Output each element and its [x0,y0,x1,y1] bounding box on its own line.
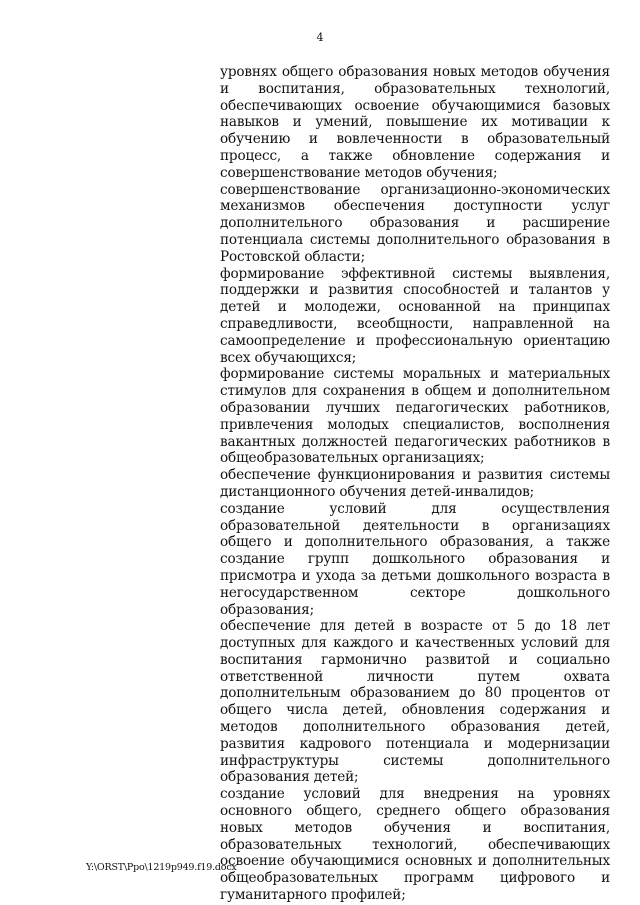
paragraph-children-5-18: обеспечение для детей в возрасте от 5 до 18 лет доступных для каждого и качественных условий для воспитания гармонично развитой и социально ответственной личности путем охвата дополнительным образованием до 80 процентов от общего числа детей, обновления содержания и методов дополнительного образования детей, развития кадрового потенциала и модернизации инфраструктуры системы дополнительного образования детей; [220,618,610,786]
paragraph-educational-conditions: создание условий для осуществления образовательной деятельности в организациях общего и дополнительного образования, а также создание групп дошкольного образования и присмотра и ухода за детьми дошкольного возраста в негосударственном секторе дошкольного образования; [220,500,610,618]
paragraph-continuation: уровнях общего образования новых методов обучения и воспитания, образовательных технологий, обеспечивающих освоение обучающимися базовых навыков и умений, повышение их мотивации к обучению и вовлеченности в образовательный процесс, а также обновление содержания и совершенствование методов обучения; [220,64,610,181]
document-body [220,64,610,904]
paragraph-distance-learning: обеспечение функционирования и развития системы дистанционного обучения детей-инвалидов; [220,467,610,500]
footer-file-path: Y:\ORST\Ppo\1219p949.f19.docx [86,862,237,873]
paragraph-teacher-incentives: формирование системы моральных и материальных стимулов для сохранения в общем и дополнительном образовании лучших педагогических работников, привлечения молодых специалистов, восполнения вакантных должностей педагогических работников в общеобразовательных организациях; [220,366,610,467]
paragraph-new-methods: создание условий для внедрения на уровнях основного общего, среднего общего образования новых методов обучения и воспитания, образовательных технологий, обеспечивающих освоение обучающимися основных и дополнительных общеобразовательных программ цифрового и гуманитарного профилей; [220,786,610,904]
paragraph-talent-support-system: формирование эффективной системы выявления, поддержки и развития способностей и талантов у детей и молодежи, основанной на принципах справедливости, всеобщности, направленной на самоопределение и профессиональную ориентацию всех обучающихся; [220,265,610,366]
paragraph-additional-education-mechanisms: совершенствование организационно-экономических механизмов обеспечения доступности услуг дополнительного образования и расширение потенциала системы дополнительного образования в Ростовской области; [220,181,610,265]
page-number: 4 [316,31,324,44]
